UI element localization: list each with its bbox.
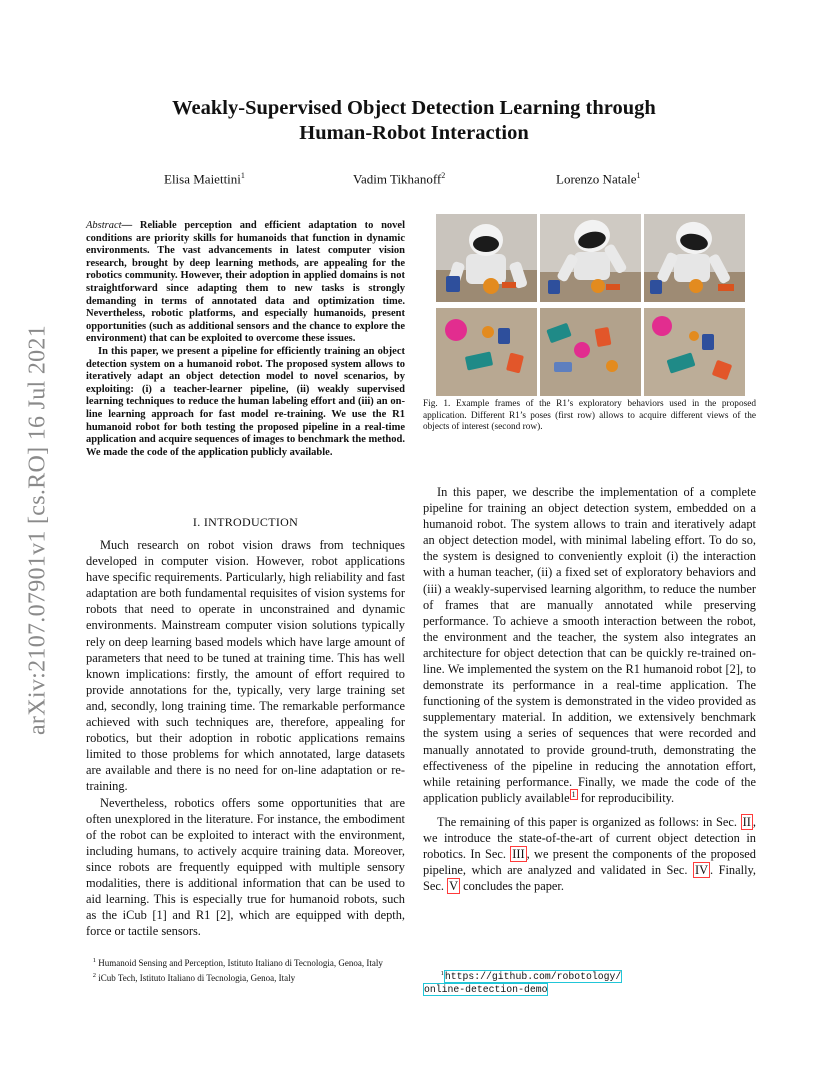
url-link-part-1[interactable]: https://github.com/robotology/ [444, 971, 622, 983]
object-view-photo-3 [644, 308, 745, 396]
paper-title [100, 96, 728, 146]
author-name: Vadim Tikhanoff [353, 171, 442, 187]
abstract-text-1: Reliable perception and efficient adaptation to novel conditions are priority skills for humanoids that function in dynamic environments. The vast advancements in latest computer vision research, brought by deep learning methods, are appealing for the robotics community. However, their adoption in applied domains is not straightforward since adapting them to new tasks is strongly demanding in terms of annotated data and optimization time. Nevertheless, robotic platforms, and especially humanoids, present opportunities (such as additional sensors and the chance to explore the environment) that can be exploited to overcome these issues. [86, 220, 405, 345]
paragraph-text: The remaining of this paper is organized as follows: in Sec. [437, 814, 741, 829]
abstract [86, 220, 405, 459]
author-3 [556, 171, 640, 187]
robot-pose-photo-2 [540, 214, 641, 302]
footnote-text: Humanoid Sensing and Perception, Istituto Italiano di Tecnologia, Genoa, Italy [98, 958, 383, 968]
footnote-1 [86, 955, 405, 970]
url-footnote [423, 967, 758, 996]
figure-1-image-grid [436, 214, 769, 388]
footnote-mark: 2 [92, 971, 96, 979]
affiliation-mark: 1 [636, 171, 641, 180]
object-view-photo-2 [540, 308, 641, 396]
section-link-v[interactable]: V [449, 879, 459, 894]
right-paragraph-2 [423, 814, 756, 894]
paragraph-text: , we introduce the state-of-the-art of current object detection in robotics. In Sec. [423, 814, 756, 862]
footnote-text: iCub Tech, Istituto Italiano di Tecnologia, Genoa, Italy [98, 972, 296, 983]
footnote-mark: 1 [92, 957, 96, 964]
author-2 [353, 171, 445, 187]
abstract-dash: — [121, 220, 140, 231]
footnote-mark: 1 [440, 970, 444, 977]
robot-pose-photo-3 [644, 214, 745, 302]
section-link-iii[interactable]: III [512, 847, 525, 862]
arxiv-sidebar [14, 295, 62, 765]
url-line-1 [423, 967, 758, 983]
footnote-link-1[interactable]: 1 [571, 789, 576, 799]
right-paragraph-1 [423, 484, 756, 806]
paragraph-text: for reproducibility. [577, 790, 675, 805]
abstract-label: Abstract [86, 220, 122, 231]
url-line-2 [423, 983, 758, 996]
author-name: Lorenzo Natale [556, 171, 637, 187]
section-heading-introduction: I. INTRODUCTION [192, 515, 299, 529]
affiliation-mark: 2 [441, 171, 446, 180]
title-line-1: Weakly-Supervised Object Detection Learning through [172, 97, 656, 119]
robot-pose-photo-1 [436, 214, 537, 302]
arxiv-identifier: arXiv:2107.07901v1 [cs.RO] 16 Jul 2021 [24, 324, 51, 736]
introduction-body [86, 537, 405, 939]
paragraph-text: . Finally, Sec. [423, 863, 756, 894]
paragraph-text: concludes the paper. [460, 879, 564, 894]
intro-paragraph-2: Nevertheless, robotics offers some opportunities that are often unexplored in the literature. For instance, the embodiment of the robot can be exploited to interact with the environment, including humans, to actively acquire training data. Moreover, since robots are frequently equipped with multiple sensory modalities, there is additional information that can be used to aid learning. This is especially true for humanoid robots, such as the iCub [1] and R1 [2], which are equipped with depth, force or tactile sensors. [86, 795, 405, 939]
right-column-body [423, 484, 756, 894]
object-view-photo-1 [436, 308, 537, 396]
figure-1-caption: Fig. 1. Example frames of the R1’s exploratory behaviors used in the proposed application. Different R1’s poses (first row) allows to acquire different views of the objects of interest (second row). [423, 399, 756, 433]
title-line-2: Human-Robot Interaction [299, 122, 529, 144]
paragraph-text: In this paper, we describe the implementation of a complete pipeline for training an object detection system, embedded on a humanoid robot. The system allows to train and iteratively adapt an object detection model, with minimal labeling effort. To do so, the system is designed to conveniently exploit (i) the interaction with a human teacher, (ii) a fixed set of exploratory behaviors and (iii) a weakly-supervised learning algorithm, to reduce the number of frames that are manually annotated while preserving performance. To achieve a smooth interaction between the robot, the environment and the teacher, the system also integrates an architecture for object detection that can be quickly re-trained on-line. We implemented the system on the R1 humanoid robot [2], to demonstrate its performance in a real-time application. The functioning of the system is demonstrated in the video provided as supplementary material. In addition, we extensively benchmark the system using a series of sequences that were recorded and manually annotated to provide ground-truth, demonstrating the effectiveness of the pipeline in reducing the annotation effort, while retaining performance. Finally, we made the code of the application publicly available [423, 485, 756, 805]
abstract-paragraph-2: In this paper, we present a pipeline for efficiently training an object detection system on a humanoid robot. The proposed system allows to iteratively adapt an object detection model to novel scenarios, by exploiting: (i) a teacher-learner pipeline, (ii) weakly supervised learning techniques to reduce the human labeling effort and (iii) an on-line learning approach for fast model re-training. We use the R1 humanoid robot for both testing the proposed pipeline in a real-time application and acquire sequences of images to benchmark the method. We made the code of the application publicly available. [86, 345, 405, 458]
abstract-paragraph-1 [86, 220, 405, 346]
paragraph-text: , we present the components of the proposed pipeline, which are analyzed and validated in Sec. [423, 847, 756, 878]
section-link-iv[interactable]: IV [694, 863, 709, 878]
affiliation-footnotes [86, 955, 405, 984]
affiliation-mark: 1 [240, 171, 245, 180]
intro-paragraph-1: Much research on robot vision draws from techniques developed in computer vision. However, robot applications have specific requirements. Particularly, high reliability and fast adaptation are both fundamental requisites of vision systems for robots that need to operate in unconstrained and dynamic environments. Mainstream computer vision solutions typically rely on deep learning based models which have large amount of parameters that need to be tuned at training time. This has well known implications: firstly, the amount of effort required to provide annotations for the, typically, very large training set and, secondly, long training time. The remarkable performance achieved with such techniques are, therefore, appealing for robotics, but their adoption in robotic applications remains limited to those problems for which annotated, large datasets are available and there is no need for on-line adaptation or re-training. [86, 538, 405, 794]
footnote-2 [86, 970, 405, 985]
section-link-ii[interactable]: II [742, 814, 751, 829]
author-1 [164, 171, 245, 187]
url-link-part-2[interactable]: online-detection-demo [424, 984, 548, 996]
author-name: Elisa Maiettini [164, 171, 241, 187]
